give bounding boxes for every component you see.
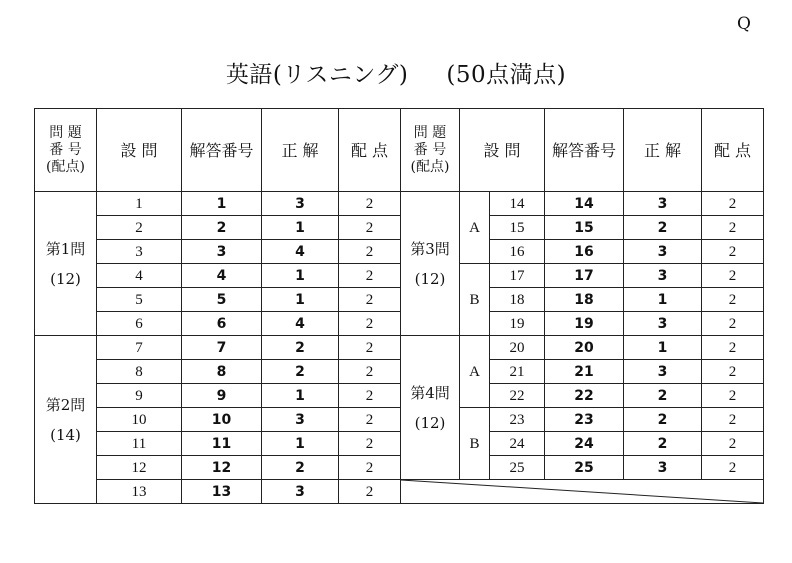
points-value: 2 (339, 360, 401, 384)
table-row (35, 336, 764, 360)
question-number: 4 (97, 264, 182, 288)
points-value: 2 (702, 312, 764, 336)
section-label-title: 第2問 (45, 395, 86, 414)
points-value: 2 (702, 384, 764, 408)
exam-subject: 英語(リスニング) (225, 62, 409, 88)
answer-number: 1 (182, 192, 262, 216)
question-number: 3 (97, 240, 182, 264)
correct-answer: 3 (624, 192, 702, 216)
question-number: 20 (490, 336, 545, 360)
table-row (35, 408, 764, 432)
question-number: 15 (490, 216, 545, 240)
table-row (35, 288, 764, 312)
answer-number: 4 (182, 264, 262, 288)
header-answer-no-right: 解答番号 (545, 109, 624, 192)
points-value: 2 (702, 192, 764, 216)
correct-answer: 3 (262, 480, 339, 504)
table-row (35, 384, 764, 408)
points-value: 2 (339, 384, 401, 408)
answer-number: 22 (545, 384, 624, 408)
correct-answer: 3 (262, 408, 339, 432)
question-number: 25 (490, 456, 545, 480)
correct-answer: 3 (624, 264, 702, 288)
header-correct-left: 正 解 (262, 109, 339, 192)
answer-number: 6 (182, 312, 262, 336)
answer-number: 11 (182, 432, 262, 456)
header-row (35, 109, 764, 192)
header-answer-no-left: 解答番号 (182, 109, 262, 192)
points-value: 2 (339, 432, 401, 456)
points-value: 2 (702, 336, 764, 360)
question-number: 22 (490, 384, 545, 408)
subgroup-label: A (460, 336, 490, 408)
header-section-line1: 問 題 (49, 124, 82, 141)
correct-answer: 1 (262, 216, 339, 240)
correct-answer: 1 (262, 384, 339, 408)
section-label-title: 第4問 (410, 383, 450, 402)
answer-number: 3 (182, 240, 262, 264)
table-row (35, 192, 764, 216)
answer-number: 15 (545, 216, 624, 240)
answer-number: 12 (182, 456, 262, 480)
header-section-line2: 番 号 (49, 141, 82, 158)
question-number: 6 (97, 312, 182, 336)
answer-number: 19 (545, 312, 624, 336)
subgroup-label: B (460, 264, 490, 336)
section-label-points: (12) (50, 269, 81, 288)
question-number: 18 (490, 288, 545, 312)
correct-answer: 4 (262, 240, 339, 264)
header-section-line3: (配点) (410, 158, 450, 175)
points-value: 2 (339, 312, 401, 336)
question-number: 7 (97, 336, 182, 360)
header-section-right (401, 109, 460, 192)
question-number: 17 (490, 264, 545, 288)
diagonal-slash (401, 480, 763, 503)
section-label (401, 192, 460, 336)
subgroup-label: A (460, 192, 490, 264)
section-label-points: (12) (414, 413, 446, 432)
correct-answer: 1 (262, 288, 339, 312)
points-value: 2 (702, 360, 764, 384)
points-value: 2 (702, 264, 764, 288)
answer-number: 16 (545, 240, 624, 264)
question-number: 12 (97, 456, 182, 480)
section-label-points: (14) (50, 425, 81, 444)
answer-number: 7 (182, 336, 262, 360)
correct-answer: 3 (624, 360, 702, 384)
points-value: 2 (702, 408, 764, 432)
correct-answer: 3 (624, 456, 702, 480)
total-score: (50点満点) (446, 62, 567, 88)
question-number: 24 (490, 432, 545, 456)
question-number: 1 (97, 192, 182, 216)
correct-answer: 1 (624, 336, 702, 360)
correct-answer: 4 (262, 312, 339, 336)
answer-number: 20 (545, 336, 624, 360)
section-label (401, 336, 460, 480)
header-section-line2: 番 号 (413, 141, 447, 158)
answer-key-body (35, 192, 764, 504)
question-number: 21 (490, 360, 545, 384)
answer-number: 17 (545, 264, 624, 288)
table-row (35, 456, 764, 480)
points-value: 2 (702, 288, 764, 312)
points-value: 2 (339, 408, 401, 432)
correct-answer: 2 (624, 384, 702, 408)
points-value: 2 (702, 216, 764, 240)
question-number: 16 (490, 240, 545, 264)
points-value: 2 (339, 240, 401, 264)
correct-answer: 2 (262, 456, 339, 480)
points-value: 2 (339, 480, 401, 504)
section-label (35, 192, 97, 336)
answer-number: 21 (545, 360, 624, 384)
header-points-right: 配 点 (702, 109, 764, 192)
page-corner-label: Q (737, 14, 751, 34)
header-question-right: 設 問 (460, 109, 545, 192)
question-number: 2 (97, 216, 182, 240)
table-row (35, 312, 764, 336)
table-row (35, 240, 764, 264)
correct-answer: 2 (262, 360, 339, 384)
points-value: 2 (702, 456, 764, 480)
table-row (35, 480, 764, 504)
answer-number: 24 (545, 432, 624, 456)
diagonal-line (401, 480, 763, 503)
subgroup-label: B (460, 408, 490, 480)
correct-answer: 2 (624, 432, 702, 456)
correct-answer: 2 (624, 408, 702, 432)
points-value: 2 (702, 240, 764, 264)
points-value: 2 (339, 336, 401, 360)
empty-cell (401, 480, 764, 504)
answer-key-table (34, 108, 764, 504)
answer-number: 5 (182, 288, 262, 312)
table-row (35, 432, 764, 456)
correct-answer: 2 (262, 336, 339, 360)
header-section-left (35, 109, 97, 192)
correct-answer: 3 (624, 240, 702, 264)
correct-answer: 3 (624, 312, 702, 336)
points-value: 2 (339, 456, 401, 480)
header-question-left: 設 問 (97, 109, 182, 192)
section-label (35, 336, 97, 504)
question-number: 11 (97, 432, 182, 456)
table-row (35, 360, 764, 384)
points-value: 2 (702, 432, 764, 456)
answer-number: 2 (182, 216, 262, 240)
question-number: 19 (490, 312, 545, 336)
page-title (0, 56, 792, 89)
question-number: 23 (490, 408, 545, 432)
answer-number: 25 (545, 456, 624, 480)
points-value: 2 (339, 264, 401, 288)
answer-number: 13 (182, 480, 262, 504)
points-value: 2 (339, 288, 401, 312)
points-value: 2 (339, 216, 401, 240)
question-number: 13 (97, 480, 182, 504)
question-number: 9 (97, 384, 182, 408)
correct-answer: 1 (624, 288, 702, 312)
answer-number: 18 (545, 288, 624, 312)
table-row (35, 264, 764, 288)
question-number: 10 (97, 408, 182, 432)
answer-number: 8 (182, 360, 262, 384)
answer-number: 14 (545, 192, 624, 216)
header-points-left: 配 点 (339, 109, 401, 192)
header-section-line1: 問 題 (413, 124, 447, 141)
header-correct-right: 正 解 (624, 109, 702, 192)
correct-answer: 3 (262, 192, 339, 216)
correct-answer: 1 (262, 432, 339, 456)
section-label-title: 第3問 (410, 239, 450, 258)
correct-answer: 2 (624, 216, 702, 240)
question-number: 5 (97, 288, 182, 312)
section-label-title: 第1問 (45, 239, 86, 258)
header-section-line3: (配点) (46, 158, 85, 175)
question-number: 8 (97, 360, 182, 384)
points-value: 2 (339, 192, 401, 216)
answer-number: 23 (545, 408, 624, 432)
table-row (35, 216, 764, 240)
correct-answer: 1 (262, 264, 339, 288)
section-label-points: (12) (414, 269, 446, 288)
question-number: 14 (490, 192, 545, 216)
answer-number: 10 (182, 408, 262, 432)
answer-number: 9 (182, 384, 262, 408)
